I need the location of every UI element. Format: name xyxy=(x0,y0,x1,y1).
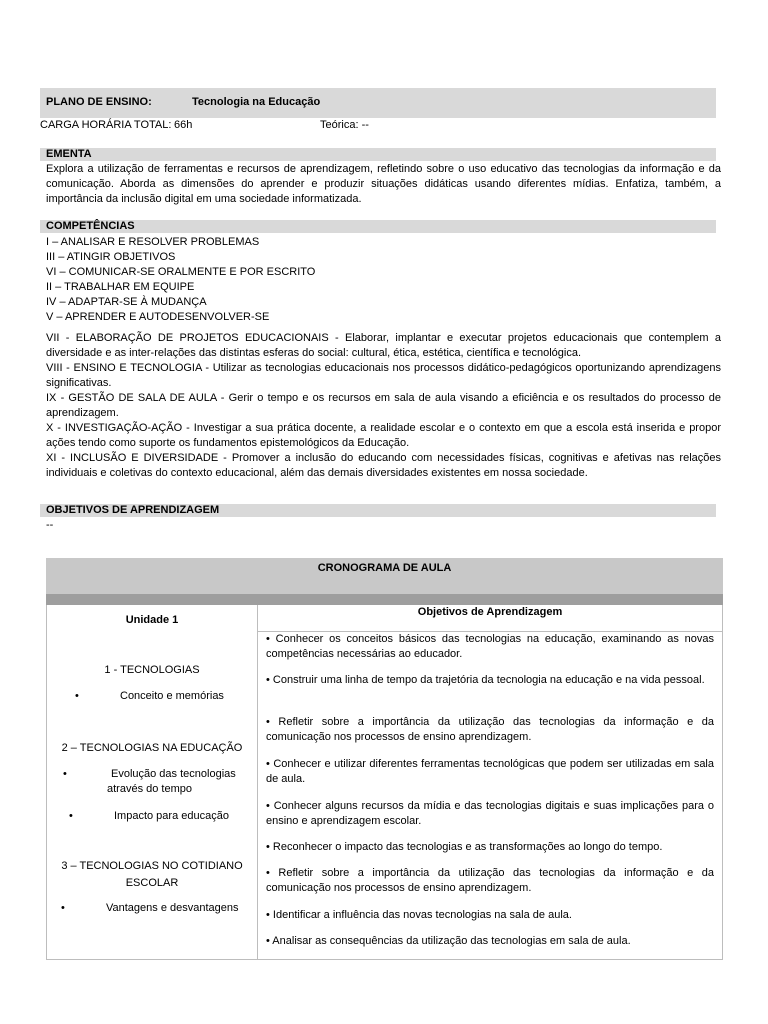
competencia-detail: VIII - ENSINO E TECNOLOGIA - Utilizar as tecnologias educacionais nos processos didático-pedagógicos oportunizando aprendizagens significativas. xyxy=(46,362,721,389)
topic-1: 1 - TECNOLOGIAS xyxy=(104,664,200,676)
teorica-value: Teórica: -- xyxy=(320,119,369,131)
header-band xyxy=(40,88,716,118)
competencias-title: COMPETÊNCIAS xyxy=(46,220,135,232)
plano-label: PLANO DE ENSINO: xyxy=(46,96,152,108)
cronograma-table xyxy=(46,558,723,960)
objective-item: • Conhecer os conceitos básicos das tecnologias na educação, examinando as novas competências necessárias ao educador. xyxy=(266,633,714,660)
competencia-item: VI – COMUNICAR-SE ORALMENTE E POR ESCRITO xyxy=(46,266,316,278)
ementa-title: EMENTA xyxy=(46,148,92,160)
topic-3-cont: ESCOLAR xyxy=(125,877,179,889)
topic-item: Conceito e memórias xyxy=(120,690,224,702)
carga-value: 66h xyxy=(174,119,193,131)
competencia-item: V – APRENDER E AUTODESENVOLVER-SE xyxy=(46,311,270,323)
objetivos-header-text: Objetivos de Aprendizagem xyxy=(417,606,563,618)
objective-item: • Analisar as consequências da utilização das tecnologias em sala de aula. xyxy=(266,935,631,947)
bullet: • xyxy=(69,810,73,822)
competencia-item: I – ANALISAR E RESOLVER PROBLEMAS xyxy=(46,236,260,248)
objective-item: • Identificar a influência das novas tecnologias na sala de aula. xyxy=(266,909,572,921)
objetivos-band xyxy=(40,504,716,517)
cronograma-divider xyxy=(47,594,723,605)
objective-item: • Conhecer e utilizar diferentes ferramentas tecnológicas que podem ser utilizadas em sala de aula. xyxy=(266,758,714,785)
competencias-band xyxy=(40,220,716,233)
objetivos-header xyxy=(258,605,722,632)
competencia-item: IV – ADAPTAR-SE À MUDANÇA xyxy=(46,296,207,308)
cronograma-title xyxy=(47,559,723,594)
cronograma-title-text: CRONOGRAMA DE AULA xyxy=(317,562,452,574)
unidade-title: Unidade 1 xyxy=(125,614,179,626)
topic-3: 3 – TECNOLOGIAS NO COTIDIANO xyxy=(61,860,243,872)
topic-item: Impacto para educação xyxy=(114,810,229,822)
objetivos-value: -- xyxy=(46,519,54,531)
competencia-item: II – TRABALHAR EM EQUIPE xyxy=(46,281,195,293)
ementa-band xyxy=(40,148,716,161)
unidade-cell xyxy=(47,605,258,960)
objetivos-content xyxy=(258,605,722,959)
ementa-text: Explora a utilização de ferramentas e recursos de aprendizagem, refletindo sobre o uso educativo das tecnologias da informação e da comunicação. Aborda as dimensões do aprender e produzir situações didáticas usando diferentes mídias. Enfatiza, também, a importância da inclusão digital em uma sociedade informatizada. xyxy=(46,163,721,205)
objective-item: • Refletir sobre a importância da utilização das tecnologias da informação e da comunicação nos processos de ensino aprendizagem. xyxy=(266,716,714,743)
bullet: • xyxy=(61,902,65,914)
topic-item: Vantagens e desvantagens xyxy=(106,902,239,914)
objetivos-cell xyxy=(258,605,723,960)
objetivos-title: OBJETIVOS DE APRENDIZAGEM xyxy=(46,504,220,516)
bullet: • xyxy=(63,768,67,780)
objective-item: • Refletir sobre a importância da utilização das tecnologias da informação e da comunicação nos processos de ensino aprendizagem. xyxy=(266,867,714,894)
objective-item: • Construir uma linha de tempo da trajetória da tecnologia na educação e na vida pessoal. xyxy=(266,674,705,686)
competencia-detail: IX - GESTÃO DE SALA DE AULA - Gerir o tempo e os recursos em sala de aula visando a eficiência e os resultados do processo de aprendizagem. xyxy=(46,392,721,419)
topic-item: Evolução das tecnologias xyxy=(111,768,236,780)
objective-item: • Reconhecer o impacto das tecnologias e as transformações ao longo do tempo. xyxy=(266,841,663,853)
topic-item: através do tempo xyxy=(107,783,192,795)
competencia-detail: VII - ELABORAÇÃO DE PROJETOS EDUCACIONAIS - Elaborar, implantar e executar projetos educacionais que contemplem a diversidade e as inter-relações das distintas esferas do social: cultural, ética, estética, científica e tecnológica. xyxy=(46,332,721,359)
plano-value: Tecnologia na Educação xyxy=(192,96,321,108)
objective-item: • Conhecer alguns recursos da mídia e das tecnologias digitais e suas implicações para o ensino e aprendizagem escolar. xyxy=(266,800,714,827)
competencia-item: III – ATINGIR OBJETIVOS xyxy=(46,251,176,263)
competencia-detail: X - INVESTIGAÇÃO-AÇÃO - Investigar a sua prática docente, a realidade escolar e o contexto em que a escola está inserida e propor ações tendo como suporte os fundamentos epistemológicos da Educação. xyxy=(46,422,721,449)
topic-2: 2 – TECNOLOGIAS NA EDUCAÇÃO xyxy=(61,742,243,754)
bullet: • xyxy=(75,690,79,702)
carga-label: CARGA HORÁRIA TOTAL: xyxy=(40,119,172,131)
unidade-content xyxy=(47,605,257,959)
competencia-detail: XI - INCLUSÃO E DIVERSIDADE - Promover a inclusão do educando com necessidades físicas, cognitivas e afetivas nas relações individuais e coletivas do contexto educacional, além das demais diversidades existentes em nossa sociedade. xyxy=(46,452,721,479)
